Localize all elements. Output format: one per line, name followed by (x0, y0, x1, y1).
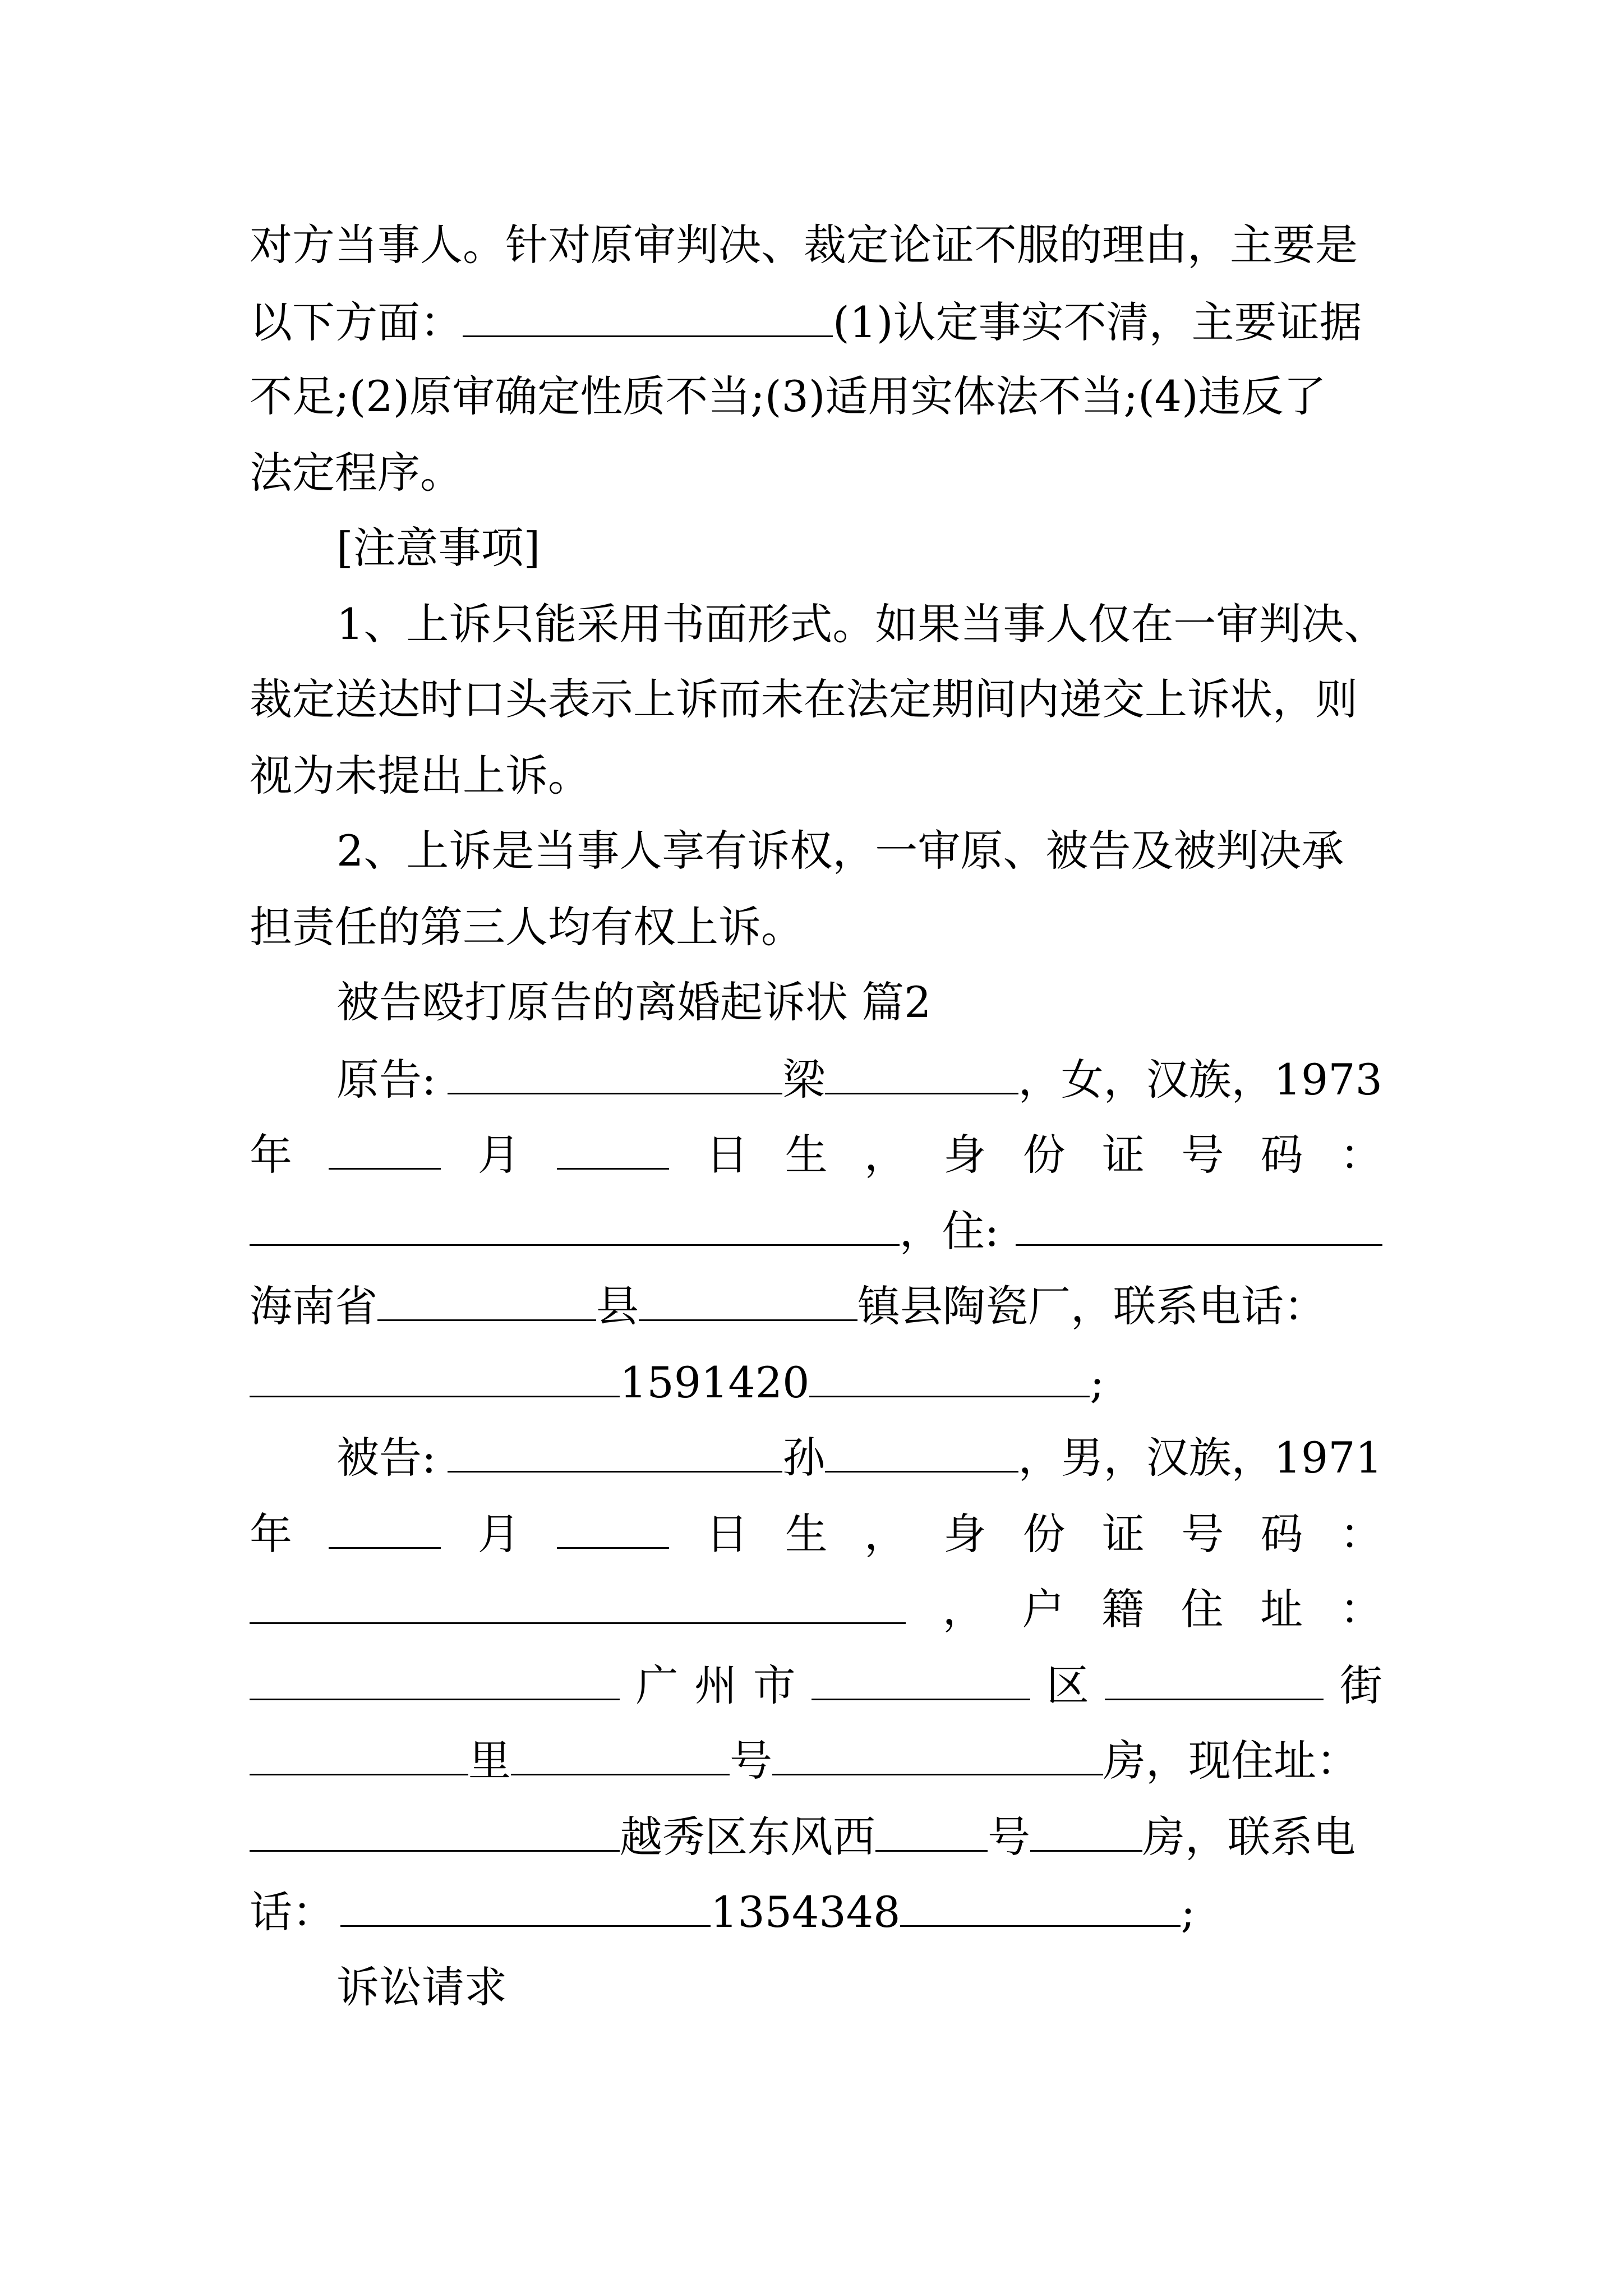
text-line: 担责任的第三人均有权上诉。 (250, 902, 804, 952)
text-span: 址 (1260, 1584, 1303, 1634)
text-span: 里 (468, 1736, 511, 1786)
blank-line (463, 291, 833, 337)
blank-line (250, 1577, 906, 1624)
phone-number: 1354348 (711, 1887, 901, 1937)
blank-line (809, 1351, 1090, 1397)
blank-line (825, 1048, 1018, 1094)
text-span: 号 (730, 1736, 772, 1786)
blank-line (250, 1351, 620, 1397)
section-title: 被告殴打原告的离婚起诉状 篇2 (336, 977, 932, 1027)
defendant-address-line (250, 1654, 1382, 1715)
text-line: 裁定送达时口头表示上诉而未在法定期间内递交上诉状，则 (250, 674, 1358, 724)
blank-line (639, 1274, 857, 1321)
defendant-household-line (250, 1577, 1382, 1639)
text-span: ： (1339, 1130, 1382, 1180)
text-line: 法定程序。 (250, 448, 463, 498)
text-line: 1、上诉只能采用书面形式。如果当事人仅在一审判决、 (336, 599, 1387, 649)
text-span: 越秀区东风西 (620, 1812, 875, 1862)
blank-line (377, 1274, 596, 1321)
text-span: ，男，汉族，1971 (1018, 1433, 1382, 1483)
plaintiff-phone-line (250, 1351, 1382, 1412)
phone-number: 1591420 (620, 1358, 810, 1407)
text-span: ，住: (899, 1206, 999, 1256)
text-span: 户 (1022, 1584, 1065, 1634)
text-line (250, 291, 1382, 352)
text-span: 生 (785, 1130, 828, 1180)
blank-line (250, 1199, 900, 1246)
text-span: 年 (250, 1509, 292, 1559)
text-span: 话： (250, 1887, 335, 1937)
defendant-current-address-line (250, 1805, 1382, 1867)
text-span: 身 (943, 1509, 986, 1559)
text-span: 月 (477, 1509, 520, 1559)
text-span: 住 (1181, 1584, 1224, 1634)
text-span: ， (864, 1509, 907, 1559)
blank-line (557, 1502, 669, 1549)
text-span: 码 (1260, 1509, 1303, 1559)
text-span: 市 (753, 1660, 796, 1710)
text-span: ; (1181, 1887, 1196, 1937)
blank-line (511, 1729, 730, 1775)
defendant-address-line (250, 1729, 1382, 1791)
defendant-line (336, 1426, 1382, 1488)
blank-line (825, 1426, 1018, 1473)
text-span: 号 (1181, 1509, 1224, 1559)
text-span: ： (1339, 1584, 1382, 1634)
blank-line (772, 1729, 1103, 1775)
text-line: 对方当事人。针对原审判决、裁定论证不服的理由，主要是 (250, 220, 1358, 270)
blank-line (811, 1654, 1030, 1700)
text-line: 2、上诉是当事人享有诉权，一审原、被告及被判决承 (336, 826, 1344, 876)
text-span: 以下方面： (250, 297, 463, 347)
claims-heading: 诉讼请求 (336, 1962, 507, 2012)
text-span: 月 (477, 1130, 520, 1180)
text-span: 日 (706, 1130, 749, 1180)
notice-heading: [注意事项] (336, 523, 541, 573)
text-span: ; (1090, 1358, 1105, 1407)
text-span: 县 (596, 1281, 639, 1331)
blank-line (250, 1805, 620, 1852)
text-span: 区 (1046, 1660, 1089, 1710)
label: 被告: (336, 1433, 436, 1483)
plaintiff-address-line (250, 1199, 1382, 1261)
text-span: 房，现住址： (1103, 1736, 1359, 1786)
blank-line (900, 1880, 1181, 1927)
text-span: ， (942, 1584, 985, 1634)
text-span: 州 (694, 1660, 737, 1710)
surname: 孙 (782, 1433, 826, 1483)
text-span: (1)认定事实不清，主要证据 (833, 297, 1362, 347)
text-span: 海南省 (250, 1281, 377, 1331)
text-span: 码 (1260, 1130, 1303, 1180)
label: 原告: (336, 1055, 436, 1105)
text-line: 不足;(2)原审确定性质不当;(3)适用实体法不当;(4)违反了 (250, 371, 1326, 421)
text-span: 生 (785, 1509, 828, 1559)
defendant-birth-line (250, 1502, 1382, 1564)
text-span: 号 (1181, 1130, 1224, 1180)
text-span: 证 (1101, 1130, 1145, 1180)
text-span: ， (864, 1130, 907, 1180)
text-span: 身 (943, 1130, 986, 1180)
text-span: 号 (988, 1812, 1030, 1862)
plaintiff-address-line (250, 1274, 1382, 1336)
blank-line (340, 1880, 711, 1927)
blank-line (329, 1502, 441, 1549)
text-span: 广 (635, 1660, 679, 1710)
blank-line (1105, 1654, 1324, 1700)
plaintiff-birth-line (250, 1123, 1382, 1185)
text-span: 房，联系电 (1142, 1812, 1355, 1862)
plaintiff-line (336, 1048, 1382, 1110)
blank-line (875, 1805, 988, 1852)
text-span: 年 (250, 1130, 292, 1180)
blank-line (1016, 1199, 1382, 1246)
blank-line (1030, 1805, 1142, 1852)
blank-line (448, 1048, 783, 1094)
text-line: 视为未提出上诉。 (250, 751, 591, 800)
blank-line (448, 1426, 783, 1473)
defendant-phone-line (250, 1880, 1382, 1942)
text-span: 份 (1022, 1509, 1066, 1559)
text-span: 镇县陶瓷厂，联系电话： (857, 1281, 1326, 1331)
blank-line (557, 1123, 669, 1170)
text-span: 籍 (1101, 1584, 1144, 1634)
text-span: ，女，汉族，1973 (1018, 1055, 1382, 1105)
text-span: 份 (1022, 1130, 1066, 1180)
text-span: 街 (1339, 1660, 1382, 1710)
text-span: 日 (706, 1509, 749, 1559)
blank-line (250, 1729, 468, 1775)
blank-line (329, 1123, 441, 1170)
text-span: 证 (1101, 1509, 1145, 1559)
text-span: ： (1339, 1509, 1382, 1559)
surname: 梁 (782, 1055, 826, 1105)
blank-line (250, 1654, 620, 1700)
